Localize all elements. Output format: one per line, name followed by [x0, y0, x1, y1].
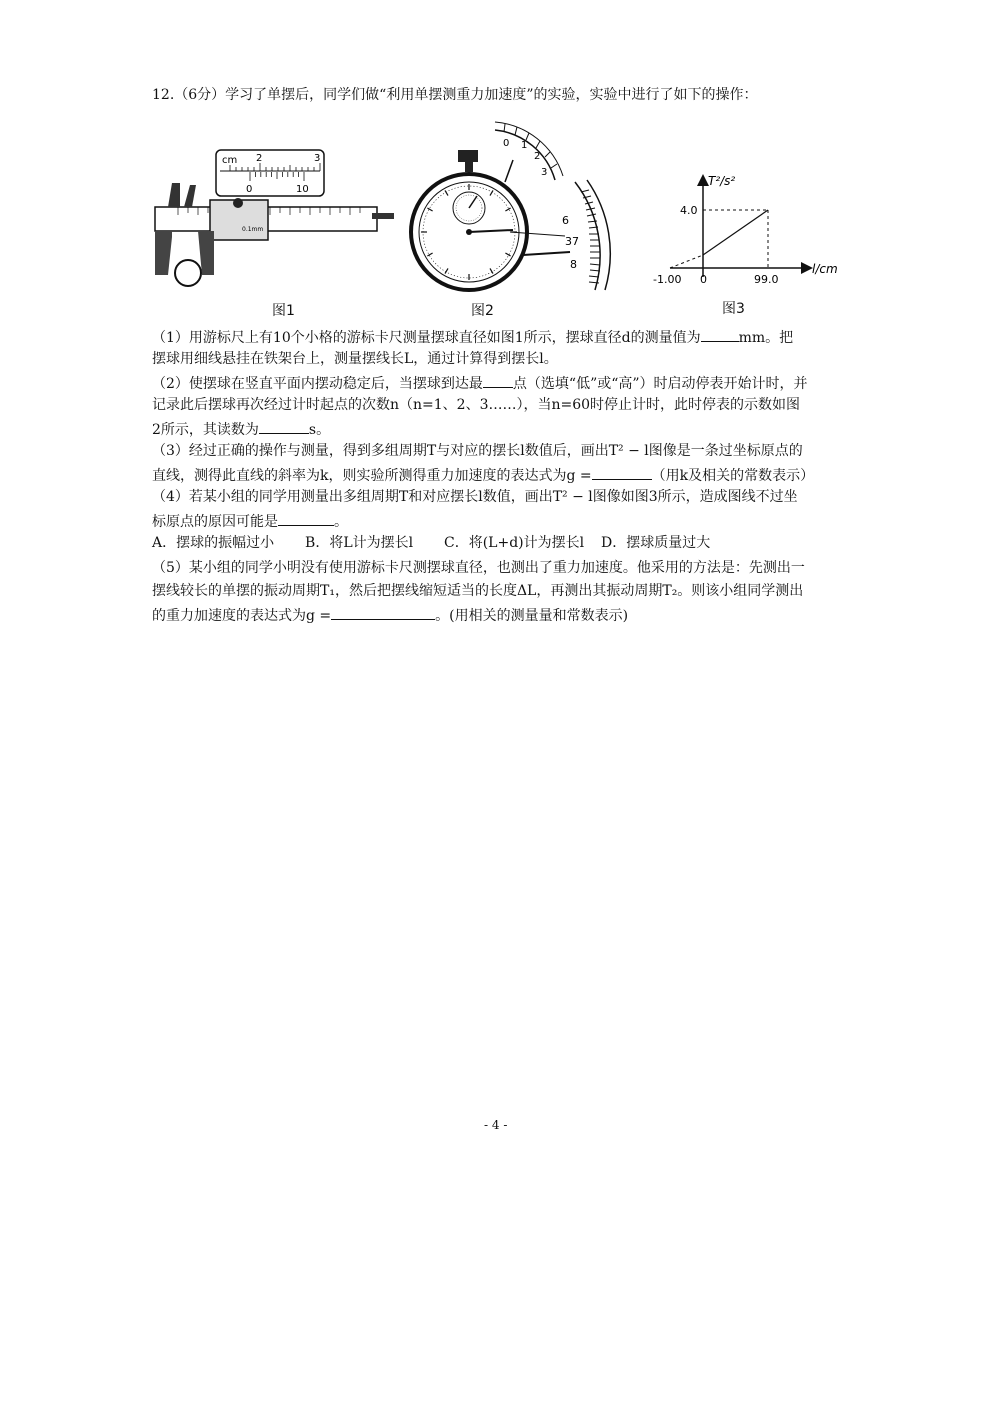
part-2-text-e: s。 [308, 422, 331, 438]
part-2-text-a: （2）使摆球在竖直平面内摆动稳定后，当摆球到达最 [152, 376, 483, 392]
part-5-text-c: 的重力加速度的表达式为g = [152, 608, 332, 624]
part-1-text-a: （1）用游标尺上有10个小格的游标卡尺测量摆球直径如图1所示，摆球直径d的测量值为 [152, 330, 701, 346]
part-1-text-b: mm。把 [738, 330, 794, 346]
fig2-subdial-label-1: 1 [521, 140, 528, 151]
fig3-x-tick-0: 0 [700, 273, 707, 286]
fig1-unit-label: cm [222, 155, 238, 166]
fig2-subdial-label-3: 3 [541, 167, 548, 178]
part-5-text-d: 。(用相关的测量量和常数表示) [435, 608, 629, 624]
fig1-vernier-label-10: 10 [296, 184, 309, 195]
part-2-text-d: 2所示，其读数为 [152, 422, 259, 438]
fig2-scale-label-37: 37 [565, 235, 579, 248]
fig2-subdial-label-0: 0 [503, 138, 510, 149]
fig1-main-label-3: 3 [314, 153, 321, 164]
fig3-x-tick-neg1: -1.00 [653, 273, 682, 286]
answer-blank-6[interactable] [331, 605, 435, 620]
answer-blank-4[interactable] [592, 465, 652, 480]
question-header: 12.（6分）学习了单摆后，同学们做“利用单摆测重力加速度”的实验，实验中进行了如下的操作： [152, 87, 758, 103]
page-number: - 4 - [484, 1118, 508, 1132]
part-3-line-1: （3）经过正确的操作与测量，得到多组周期T与对应的摆长l数值后，画出T² − l图像是一条过坐标原点的 [152, 443, 803, 459]
answer-blank-3[interactable] [259, 419, 309, 434]
part-1-line-1 [152, 327, 793, 347]
part-1-line-2: 摆球用细线悬挂在铁架台上，测量摆线长L，通过计算得到摆长l。 [152, 351, 558, 367]
answer-blank-2[interactable] [483, 373, 513, 388]
fig3-x-axis-label: l/cm [812, 262, 838, 276]
part-2-line-1 [152, 373, 808, 393]
fig3-y-tick-4: 4.0 [680, 204, 698, 217]
figure-2-stopwatch [405, 120, 620, 300]
part-5-line-2: 摆线较长的单摆的振动周期T₁，然后把摆线缩短适当的长度ΔL，再测出其振动周期T₂。则该小组同学测出 [152, 583, 804, 599]
fig3-x-tick-99: 99.0 [754, 273, 779, 286]
part-4-text-b: 标原点的原因可能是 [152, 514, 278, 530]
fig1-main-label-2: 2 [256, 153, 263, 164]
part-2-line-2: 记录此后摆球再次经过计时起点的次数n（n=1、2、3……），当n=60时停止计时，此时停表的示数如图 [152, 397, 801, 413]
part-3-text-c: （用k及相关的常数表示） [651, 468, 815, 484]
figure-3-caption: 图3 [722, 301, 745, 317]
part-5-line-3 [152, 605, 628, 625]
part-4-line-1: （4）若某小组的同学用测量出多组周期T和对应摆长l数值，画出T² − l图像如图3所示，造成图线不过坐 [152, 489, 798, 505]
part-2-line-3 [152, 419, 330, 439]
fig1-small-label: 0.1mm [242, 226, 264, 233]
part-3-text-b: 直线，测得此直线的斜率为k，则实验所测得重力加速度的表达式为g = [152, 468, 592, 484]
fig1-vernier-label-0: 0 [246, 184, 253, 195]
part-4-text-c: 。 [334, 514, 348, 530]
options-row [152, 534, 710, 552]
option-d[interactable]: D．摆球质量过大 [601, 535, 711, 551]
part-2-text-b: 点（选填“低”或“高”）时启动停表开始计时，并 [512, 376, 808, 392]
option-b[interactable]: B．将L计为摆长l [305, 535, 414, 551]
option-a[interactable]: A．摆球的振幅过小 [152, 535, 275, 551]
fig2-scale-label-6: 6 [562, 214, 569, 227]
fig3-y-axis-label: T²/s² [708, 174, 736, 188]
part-4-line-2 [152, 511, 348, 531]
figure-3-graph [650, 165, 850, 290]
answer-blank-5[interactable] [278, 511, 334, 526]
figure-1-vernier-caliper [150, 145, 400, 295]
fig2-subdial-label-2: 2 [534, 151, 541, 162]
fig2-scale-label-8: 8 [570, 258, 577, 271]
option-c[interactable]: C．将(L+d)计为摆长l [444, 535, 585, 551]
part-3-line-2 [152, 465, 814, 485]
figure-2-caption: 图2 [471, 303, 494, 319]
figure-1-caption: 图1 [272, 303, 295, 319]
part-5-line-1: （5）某小组的同学小明没有使用游标卡尺测摆球直径，也测出了重力加速度。他采用的方法是：先测出一 [152, 560, 805, 576]
answer-blank-1[interactable] [701, 327, 739, 342]
fig3-data-line [703, 210, 768, 255]
